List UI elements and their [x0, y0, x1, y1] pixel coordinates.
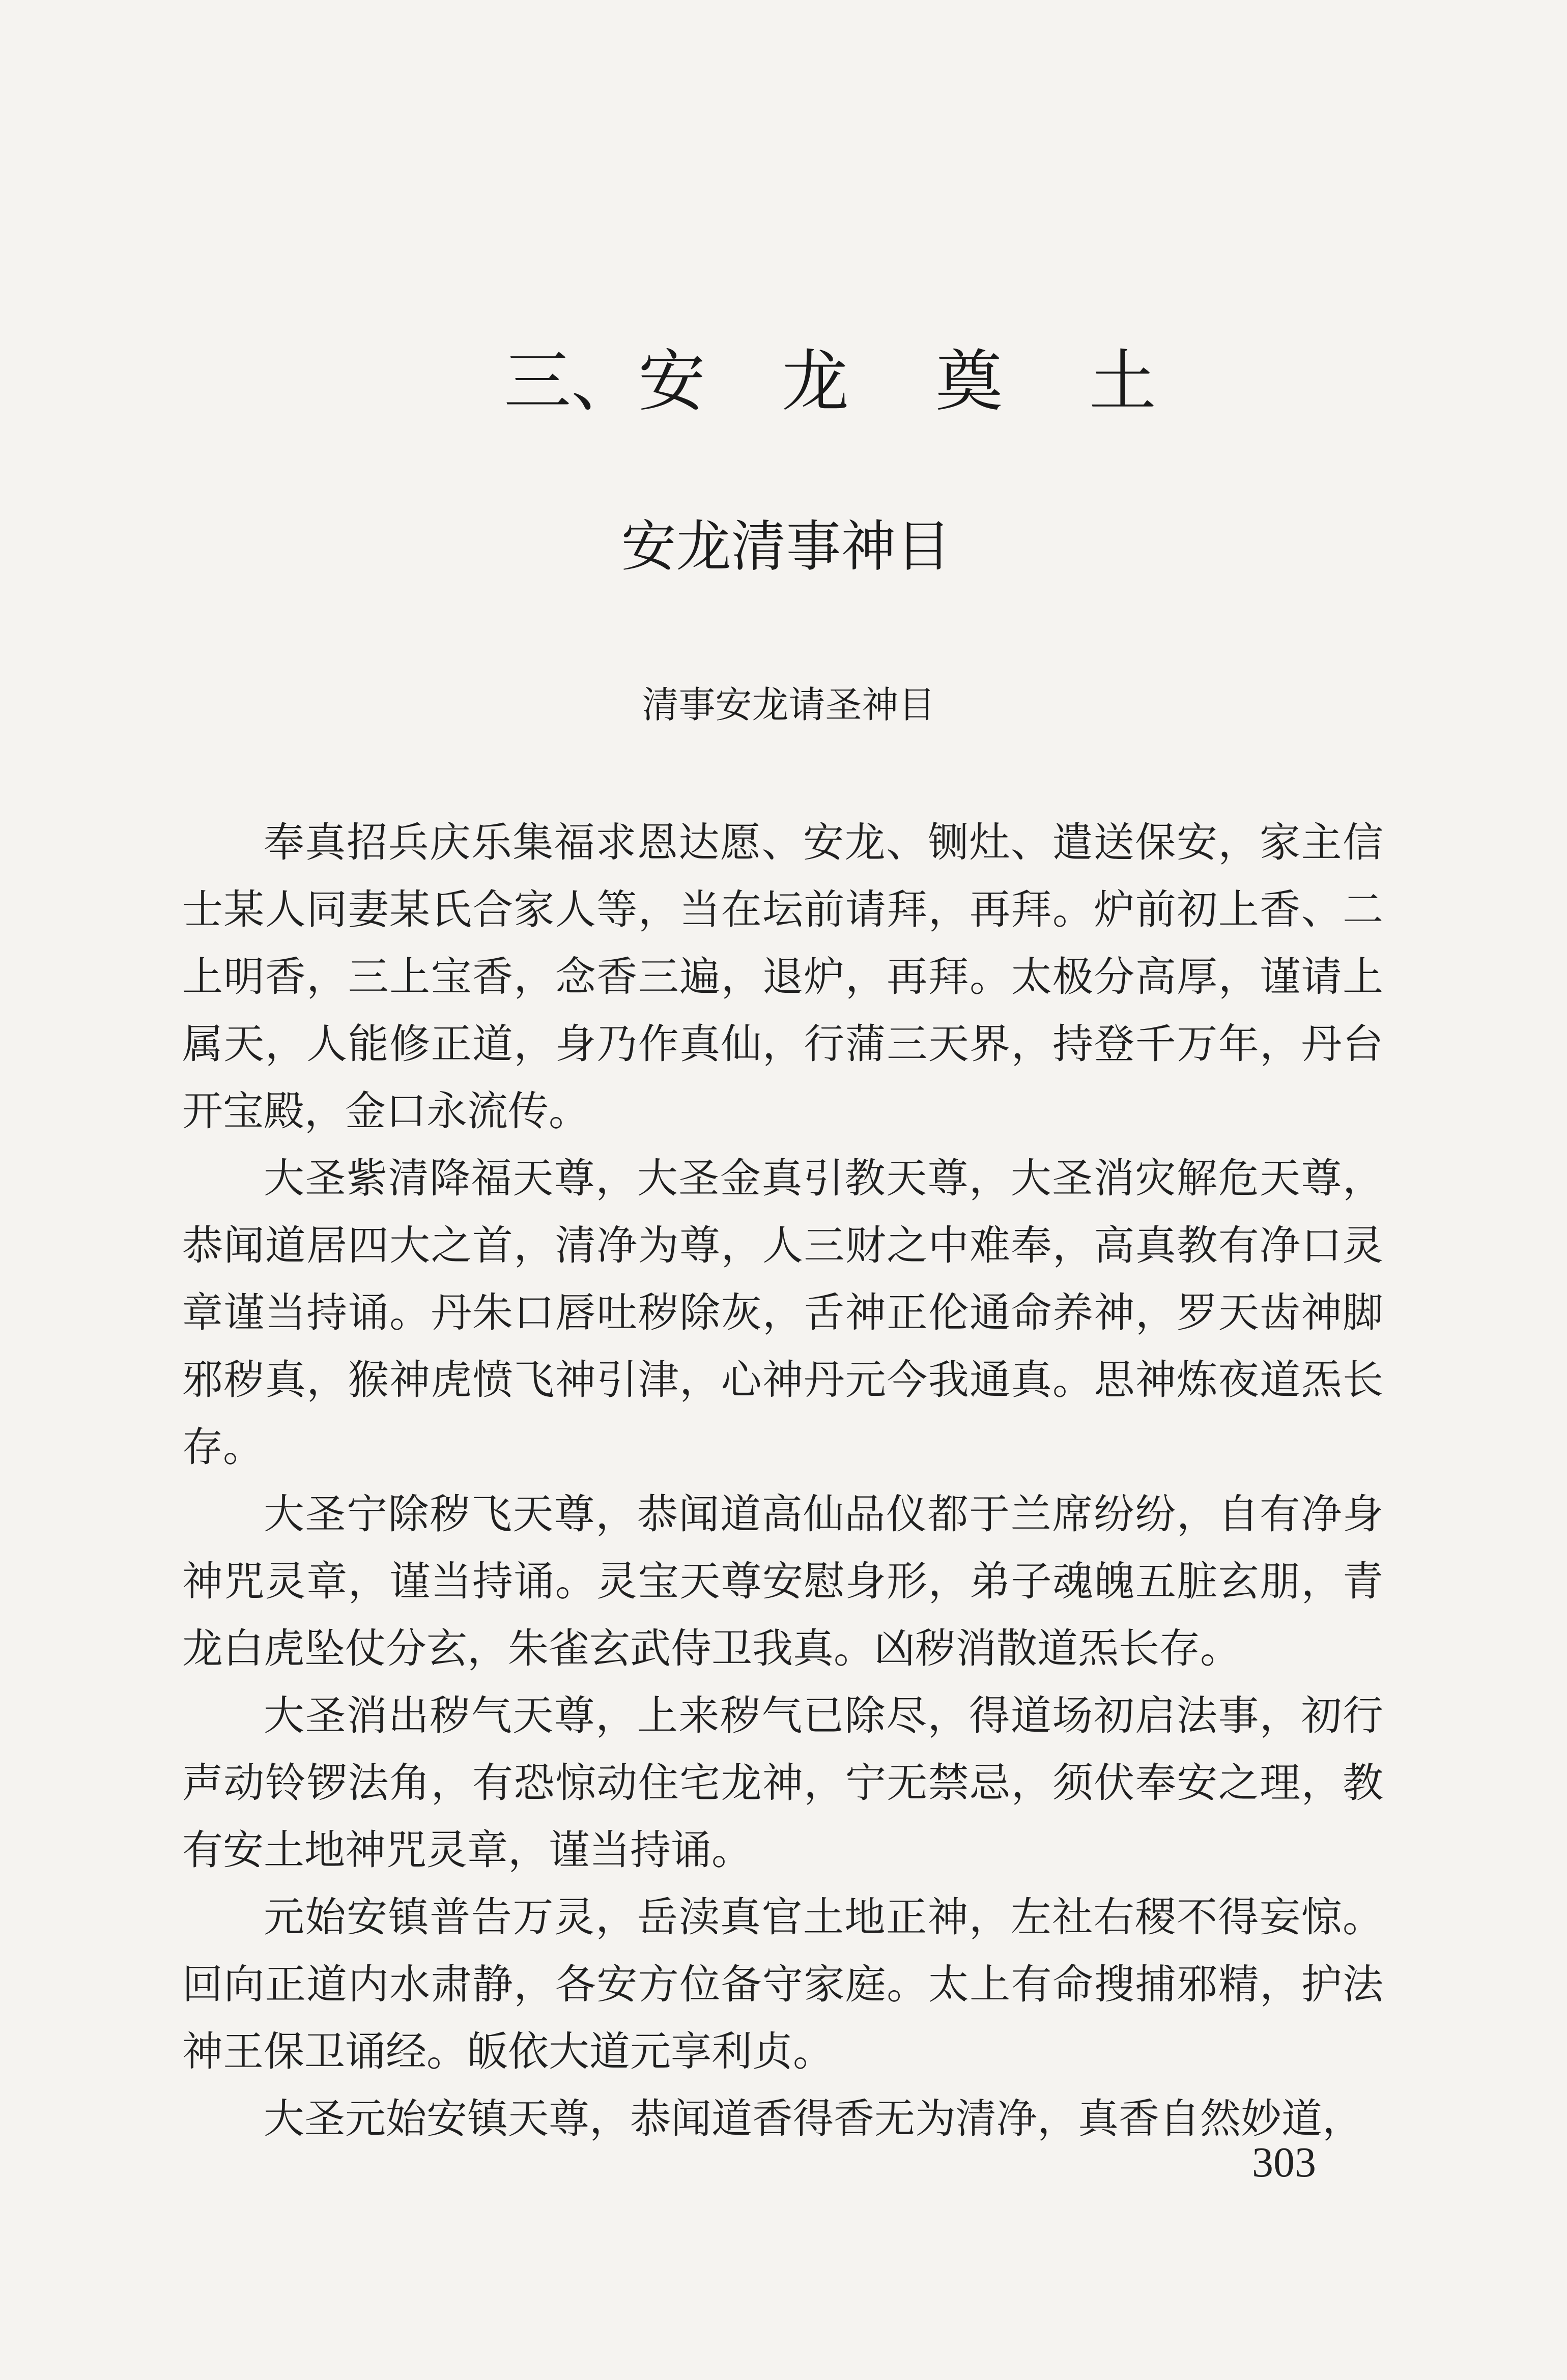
chapter-title-char: 土 [1089, 342, 1156, 421]
paragraph: 大圣消出秽气天尊，上来秽气已除尽，得道场初启法事，初行声动铃锣法角，有恐惊动住宅龙神，宁无禁忌，须伏奉安之理，教有安土地神咒灵章，谨当持诵。 [182, 1692, 1383, 1874]
section-title: 安龙清事神目 [621, 515, 951, 579]
chapter-title-char: 奠 [935, 342, 1003, 421]
paragraph: 大圣紫清降福天尊，大圣金真引教天尊，大圣消灾解危天尊，恭闻道居四大之首，清净为尊，人三财之中难奉，高真教有净口灵章谨当持诵。丹朱口唇吐秽除灰，舌神正伦通命养神，罗天齿神脚邪秽真，猴神虎愤飞神引津，心神丹元今我通真。思神炼夜道炁长存。 [182, 1155, 1383, 1471]
page-number: 303 [1252, 2139, 1316, 2186]
chapter-title-char: 龙 [782, 342, 849, 421]
chapter-title-char: 安 [638, 342, 705, 421]
chapter-number: 三、 [504, 342, 638, 421]
paragraph: 大圣元始安镇天尊，恭闻道香得香无为清净，真香自然妙道， [264, 2095, 1363, 2142]
paragraph: 大圣宁除秽飞天尊，恭闻道高仙品仪都于兰席纷纷，自有净身神咒灵章，谨当持诵。灵宝天尊安慰身形，弟子魂魄五脏玄朋，青龙白虎坠仗分玄，朱雀玄武侍卫我真。凶秽消散道炁长存。 [182, 1490, 1383, 1672]
body-text [182, 809, 1383, 2153]
chapter-title [504, 342, 1156, 421]
subsection-title: 清事安龙请圣神目 [642, 683, 935, 726]
paragraph: 奉真招兵庆乐集福求恩达愿、安龙、铡灶、遣送保安，家主信士某人同妻某氏合家人等，当在坛前请拜，再拜。炉前初上香、二上明香，三上宝香，念香三遍，退炉，再拜。太极分高厚，谨请上属天，人能修正道，身乃作真仙，行蒲三天界，持登千万年，丹台开宝殿，金口永流传。 [182, 819, 1383, 1135]
paragraph: 元始安镇普告万灵，岳渎真官土地正神，左社右稷不得妄惊。回向正道内水肃静，各安方位备守家庭。太上有命搜捕邪精，护法神王保卫诵经。皈依大道元享利贞。 [182, 1894, 1383, 2075]
